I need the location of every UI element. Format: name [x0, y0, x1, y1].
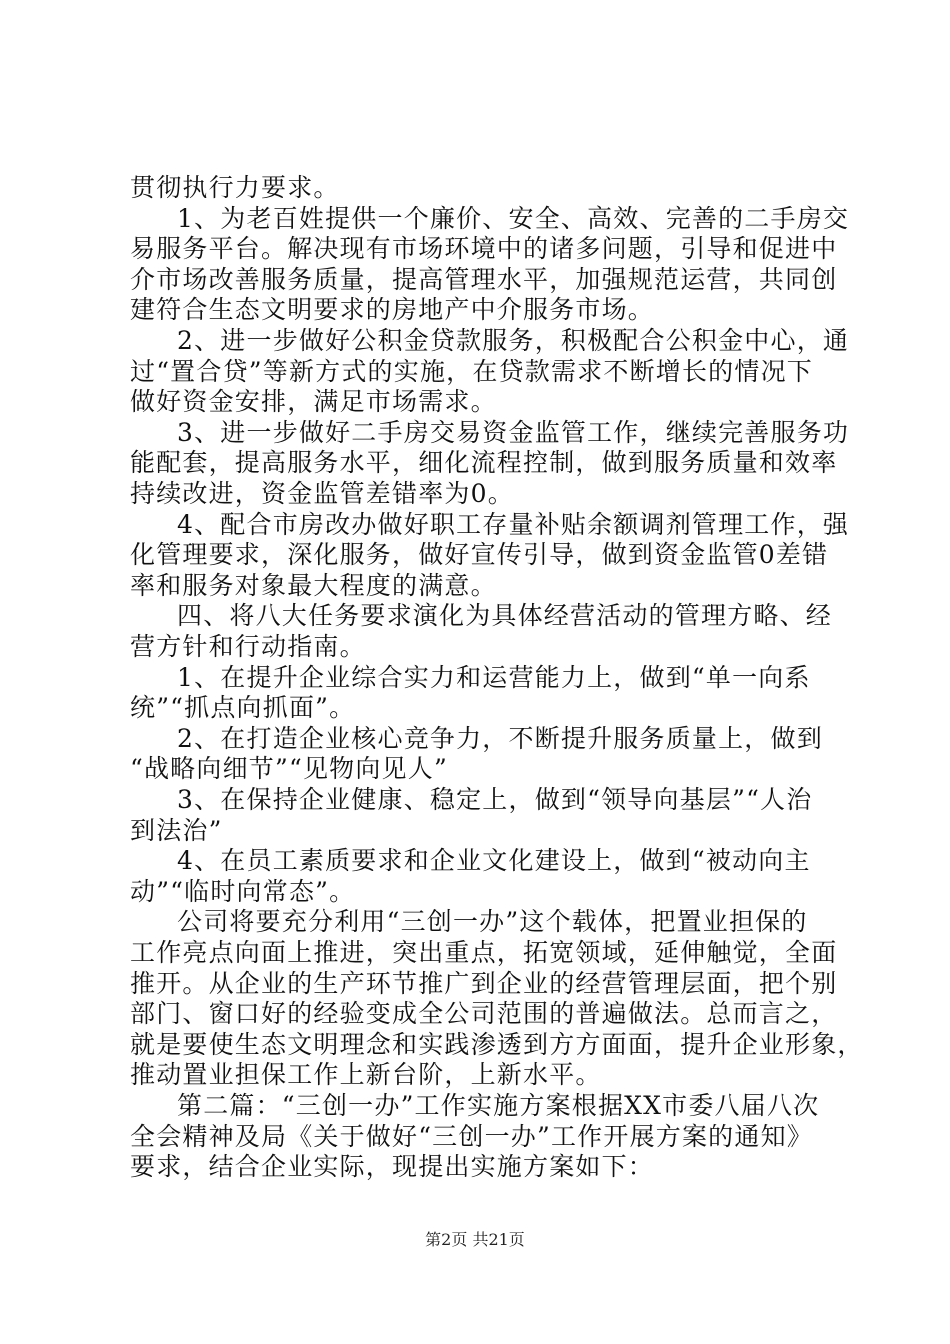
body-line: 持续改进，资金监管差错率为0。: [130, 479, 514, 508]
body-line: 介市场改善服务质量，提高管理水平，加强规范运营，共同创: [130, 264, 838, 294]
body-line: “战略向细节”“见物向见人”: [130, 754, 448, 784]
body-line: 贯彻执行力要求。: [130, 173, 340, 202]
body-line: 能配套，提高服务水平，细化流程控制，做到服务质量和效率: [130, 448, 838, 478]
body-line: 做好资金安排，满足市场需求。: [130, 387, 497, 417]
body-line: 统”“抓点向抓面”。: [130, 693, 356, 723]
body-line: 到法治”: [130, 815, 223, 845]
body-line: 率和服务对象最大程度的满意。: [130, 570, 497, 600]
body-line: 要求，结合企业实际，现提出实施方案如下：: [130, 1152, 655, 1182]
body-line: 第二篇：“三创一办”工作实施方案根据XX市委八届八次: [177, 1091, 820, 1120]
body-line: 全会精神及局《关于做好“三创一办”工作开展方案的通知》: [130, 1121, 813, 1151]
body-line: 动”“临时向常态”。: [130, 876, 356, 906]
body-line: 公司将要充分利用“三创一办”这个载体，把置业担保的: [177, 907, 808, 937]
body-line: 推开。从企业的生产环节推广到企业的经营管理层面，把个别: [130, 968, 838, 998]
page-number-footer: 第2页 共21页: [425, 1230, 525, 1249]
body-line: 建符合生态文明要求的房地产中介服务市场。: [130, 295, 655, 325]
body-line: 推动置业担保工作上新台阶，上新水平。: [130, 1060, 602, 1090]
body-line: 工作亮点向面上推进，突出重点，拓宽领域，延伸触觉，全面: [130, 938, 838, 967]
body-line: 化管理要求，深化服务，做好宣传引导，做到资金监管0差错: [130, 540, 829, 570]
body-line: 2、在打造企业核心竞争力，不断提升服务质量上，做到: [177, 723, 823, 753]
body-line: 营方针和行动指南。: [130, 632, 366, 661]
body-line: 过“置合贷”等新方式的实施，在贷款需求不断增长的情况下: [130, 356, 813, 386]
body-line: 四、将八大任务要求演化为具体经营活动的管理方略、经: [177, 601, 833, 631]
body-line: 2、进一步做好公积金贷款服务，积极配合公积金中心，通: [177, 326, 850, 355]
body-line: 就是要使生态文明理念和实践渗透到方方面面，提升企业形象，: [130, 1029, 864, 1059]
body-line: 1、在提升企业综合实力和运营能力上，做到“单一向系: [177, 662, 811, 692]
body-line: 部门、窗口好的经验变成全公司范围的普遍做法。总而言之，: [130, 999, 838, 1029]
body-line: 易服务平台。解决现有市场环境中的诸多问题，引导和促进中: [130, 234, 838, 264]
body-line: 4、在员工素质要求和企业文化建设上，做到“被动向主: [177, 846, 811, 876]
body-line: 3、进一步做好二手房交易资金监管工作，继续完善服务功: [177, 417, 850, 447]
body-line: 4、配合市房改办做好职工存量补贴余额调剂管理工作，强: [177, 509, 850, 539]
body-line: 3、在保持企业健康、稳定上，做到“领导向基层”“人治: [177, 785, 813, 814]
body-line: 1、为老百姓提供一个廉价、安全、高效、完善的二手房交: [177, 203, 850, 233]
